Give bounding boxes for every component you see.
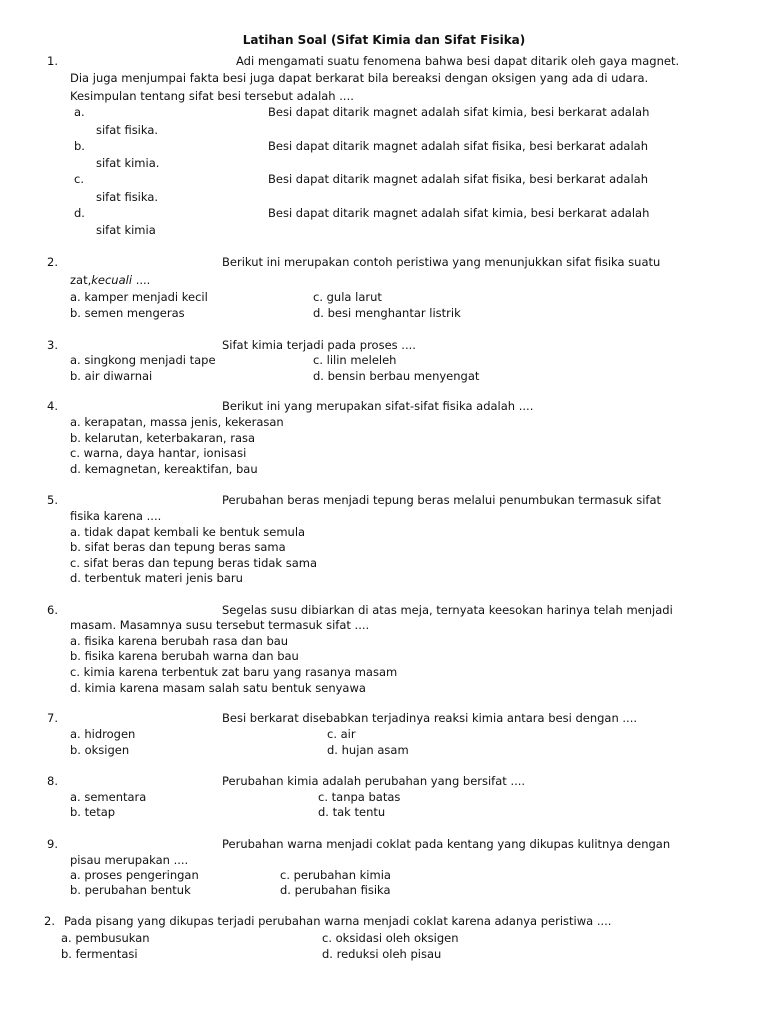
question-text: Perubahan beras menjadi tepung beras melalui penumbukan termasuk sifat <box>222 493 662 507</box>
option-c: c. tanpa batas <box>318 790 401 804</box>
option-letter: b. <box>74 139 85 153</box>
question-text-cont: pisau merupakan .... <box>70 853 189 867</box>
question-text-cont: fisika karena .... <box>70 509 162 523</box>
question-text-part: .... <box>132 273 151 287</box>
option-d: d. terbentuk materi jenis baru <box>70 571 243 585</box>
option-d: d. bensin berbau menyengat <box>313 369 480 383</box>
option-d: d. kemagnetan, kereaktifan, bau <box>70 462 258 476</box>
option-c: c. sifat beras dan tepung beras tidak sama <box>70 556 318 570</box>
question-text: Pada pisang yang dikupas terjadi perubahan warna menjadi coklat karena adanya peristiwa .... <box>64 914 612 928</box>
option-c-cont: sifat fisika. <box>96 190 159 204</box>
option-b: b. fermentasi <box>61 947 138 961</box>
option-b: b. semen mengeras <box>70 306 185 320</box>
option-a: Besi dapat ditarik magnet adalah sifat kimia, besi berkarat adalah <box>268 105 650 119</box>
question-text: Adi mengamati suatu fenomena bahwa besi dapat ditarik oleh gaya magnet. <box>236 54 680 68</box>
option-b: b. perubahan bentuk <box>70 883 191 897</box>
option-letter: a. <box>74 105 85 119</box>
option-d: d. tak tentu <box>318 805 386 819</box>
emphasis-text: kecuali <box>91 273 133 287</box>
question-text: Perubahan kimia adalah perubahan yang bersifat .... <box>222 774 526 788</box>
option-a: a. kamper menjadi kecil <box>70 290 208 304</box>
option-a: a. tidak dapat kembali ke bentuk semula <box>70 525 306 539</box>
question-text: Segelas susu dibiarkan di atas meja, ternyata keesokan harinya telah menjadi <box>222 603 673 617</box>
option-b: b. kelarutan, keterbakaran, rasa <box>70 431 256 445</box>
option-a: a. pembusukan <box>61 931 150 945</box>
question-number: 7. <box>47 711 58 725</box>
question-number: 4. <box>47 399 58 413</box>
question-number: 8. <box>47 774 58 788</box>
question-number: 9. <box>47 837 58 851</box>
option-c: c. kimia karena terbentuk zat baru yang rasanya masam <box>70 665 398 679</box>
option-d: d. besi menghantar listrik <box>313 306 461 320</box>
option-a: a. kerapatan, massa jenis, kekerasan <box>70 415 284 429</box>
question-text: Perubahan warna menjadi coklat pada kentang yang dikupas kulitnya dengan <box>222 837 671 851</box>
option-d: Besi dapat ditarik magnet adalah sifat kimia, besi berkarat adalah <box>268 206 650 220</box>
option-d: d. kimia karena masam salah satu bentuk senyawa <box>70 681 366 695</box>
option-b: Besi dapat ditarik magnet adalah sifat fisika, besi berkarat adalah <box>268 139 648 153</box>
option-a: a. hidrogen <box>70 727 136 741</box>
option-b: b. fisika karena berubah warna dan bau <box>70 649 299 663</box>
option-c: Besi dapat ditarik magnet adalah sifat fisika, besi berkarat adalah <box>268 172 648 186</box>
question-text: Berikut ini yang merupakan sifat-sifat fisika adalah .... <box>222 399 534 413</box>
option-b: b. air diwarnai <box>70 369 153 383</box>
option-d: d. perubahan fisika <box>280 883 391 897</box>
question-number: 5. <box>47 493 58 507</box>
option-a: a. singkong menjadi tape <box>70 353 216 367</box>
question-text-cont <box>70 273 150 287</box>
question-number: 2. <box>47 255 58 269</box>
option-b: b. sifat beras dan tepung beras sama <box>70 540 286 554</box>
option-c: c. perubahan kimia <box>280 868 391 882</box>
option-c: c. gula larut <box>313 290 382 304</box>
option-b: b. tetap <box>70 805 116 819</box>
option-a: a. proses pengeringan <box>70 868 199 882</box>
question-text: Kesimpulan tentang sifat besi tersebut adalah .... <box>70 89 354 103</box>
option-d: d. reduksi oleh pisau <box>322 947 442 961</box>
question-number: 2. <box>44 914 55 928</box>
question-number: 1. <box>47 54 58 68</box>
option-c: c. air <box>327 727 356 741</box>
option-a: a. fisika karena berubah rasa dan bau <box>70 634 289 648</box>
option-letter: c. <box>74 172 84 186</box>
option-a: a. sementara <box>70 790 147 804</box>
option-c: c. lilin meleleh <box>313 353 397 367</box>
option-b: b. oksigen <box>70 743 130 757</box>
option-letter: d. <box>74 206 85 220</box>
question-text: Sifat kimia terjadi pada proses .... <box>222 338 416 352</box>
question-text-cont: masam. Masamnya susu tersebut termasuk sifat .... <box>70 618 370 632</box>
question-text-part: zat, <box>70 273 92 287</box>
question-number: 3. <box>47 338 58 352</box>
option-c: c. oksidasi oleh oksigen <box>322 931 459 945</box>
question-text: Dia juga menjumpai fakta besi juga dapat berkarat bila bereaksi dengan oksigen yang ada di udara. <box>70 71 649 85</box>
question-number: 6. <box>47 603 58 617</box>
option-c: c. warna, daya hantar, ionisasi <box>70 446 247 460</box>
page-title: Latihan Soal (Sifat Kimia dan Sifat Fisika) <box>242 33 526 47</box>
question-text: Berikut ini merupakan contoh peristiwa yang menunjukkan sifat fisika suatu <box>222 255 661 269</box>
question-text: Besi berkarat disebabkan terjadinya reaksi kimia antara besi dengan .... <box>222 711 638 725</box>
option-d: d. hujan asam <box>327 743 409 757</box>
option-b-cont: sifat kimia. <box>96 156 160 170</box>
option-d-cont: sifat kimia <box>96 223 156 237</box>
option-a-cont: sifat fisika. <box>96 123 159 137</box>
